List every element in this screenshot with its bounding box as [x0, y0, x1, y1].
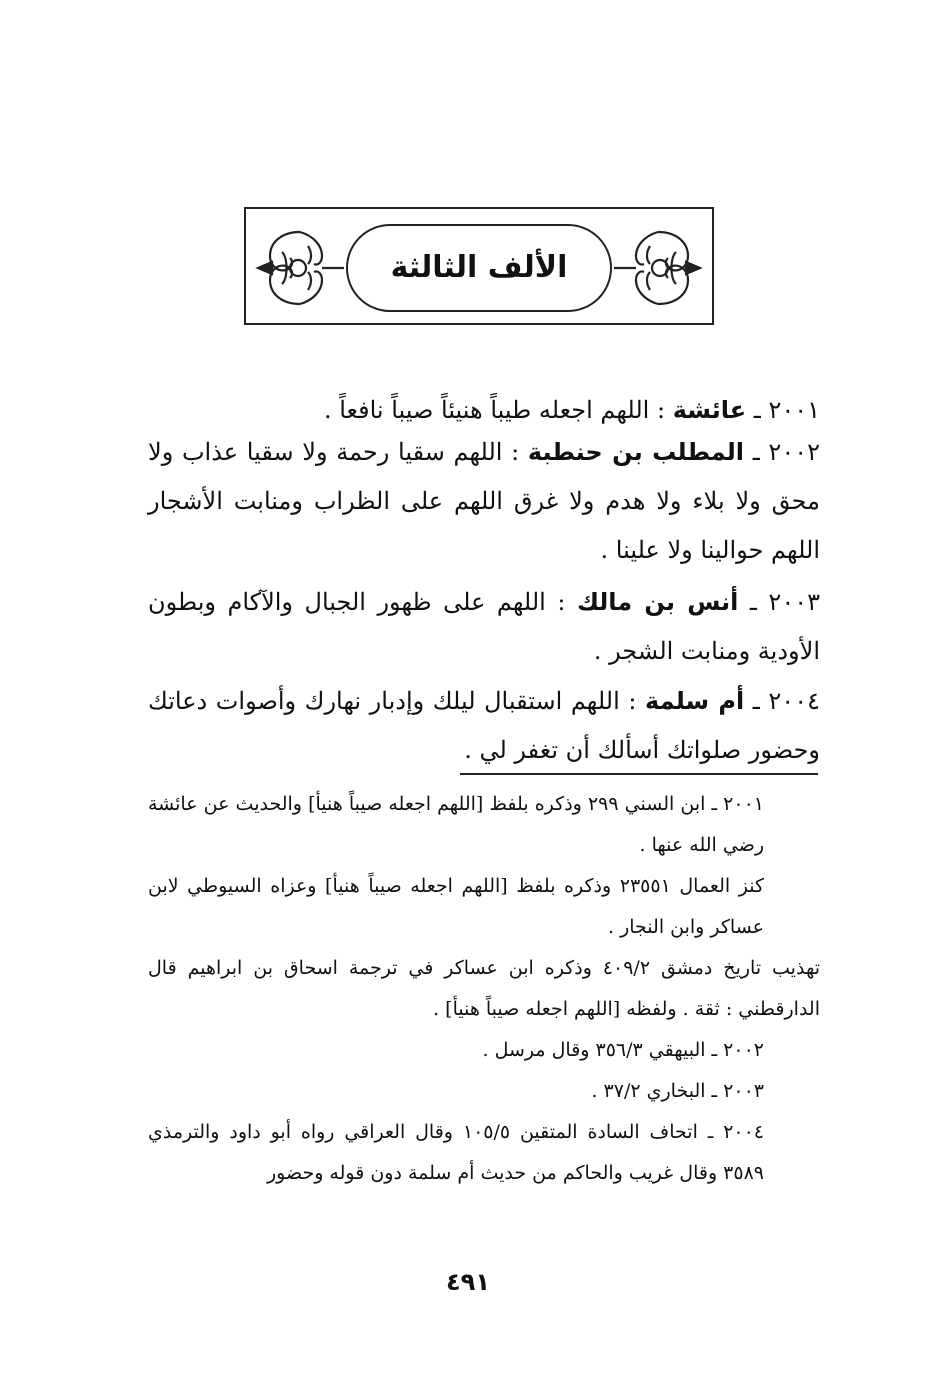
footnote-divider — [460, 773, 818, 775]
entry-2003 — [148, 578, 820, 676]
footnote-item: تهذيب تاريخ دمشق ٤٠٩/٢ وذكره ابن عساكر في ترجمة اسحاق بن ابراهيم قال الدارقطني : ثقة . ولفظه [اللهم اجعله صيباً هنيأ] . — [148, 957, 820, 1020]
entry-text: اللهم سقيا رحمة ولا سقيا عذاب ولا محق ولا بلاء ولا هدم ولا غرق اللهم على الظراب ومنابت الأشجار اللهم حوالينا ولا علينا . — [148, 438, 820, 564]
entry-2004 — [148, 677, 820, 775]
entry-number: ٢٠٠٢ ـ — [752, 438, 820, 466]
entry-name: عائشة — [672, 396, 747, 424]
entry-2002 — [148, 428, 820, 575]
page-number: ٤٩١ — [446, 1268, 490, 1296]
entry-number: ٢٠٠٤ ـ — [752, 687, 820, 715]
footnote-item: ٢٠٠١ ـ ابن السني ٢٩٩ وذكره بلفظ [اللهم اجعله صيباً هنيأ] والحديث عن عائشة رضي الله عنها . — [148, 793, 764, 856]
footnote-item: ٢٠٠٤ ـ اتحاف السادة المتقين ١٠٥/٥ وقال العراقي رواه أبو داود والترمذي ٣٥٨٩ وقال غريب والحاكم من حديث أم سلمة دون قوله وحضور — [148, 1121, 765, 1184]
page-title: الألف الثالثة — [390, 250, 568, 285]
entry-name: أنس بن مالك — [576, 588, 739, 616]
entry-number: ٢٠٠١ ـ — [753, 396, 820, 424]
entry-separator: : — [511, 438, 520, 466]
entry-name: المطلب بن حنطبة — [527, 438, 745, 466]
footnote-item: ٢٠٠٣ ـ البخاري ٣٧/٢ . — [591, 1080, 764, 1102]
entry-number: ٢٠٠٣ ـ — [749, 588, 820, 616]
ornament-right-icon — [610, 222, 706, 314]
footnote-item: كنز العمال ٢٣٥٥١ وذكره بلفظ [اللهم اجعله صيباً هنيأ] وعزاه السيوطي لابن عساكر وابن النجار . — [148, 875, 764, 938]
footnotes — [148, 784, 820, 1194]
entry-name: أم سلمة — [645, 687, 745, 715]
entry-separator: : — [628, 687, 637, 715]
entry-text: اللهم استقبال ليلك وإدبار نهارك وأصوات دعاتك وحضور صلواتك أسألك أن تغفر لي . — [148, 687, 820, 764]
entry-separator: : — [656, 396, 666, 424]
heading-cartouche — [346, 224, 612, 312]
entry-text: اللهم على ظهور الجبال والآكام وبطون الأودية ومنابت الشجر . — [148, 588, 820, 665]
entry-separator: : — [557, 588, 566, 616]
entry-text: اللهم اجعله طيباً هنيئاً صيباً نافعاً . — [323, 396, 650, 424]
footnote-item: ٢٠٠٢ ـ البيهقي ٣٥٦/٣ وقال مرسل . — [482, 1039, 764, 1061]
ornament-left-icon — [252, 222, 348, 314]
